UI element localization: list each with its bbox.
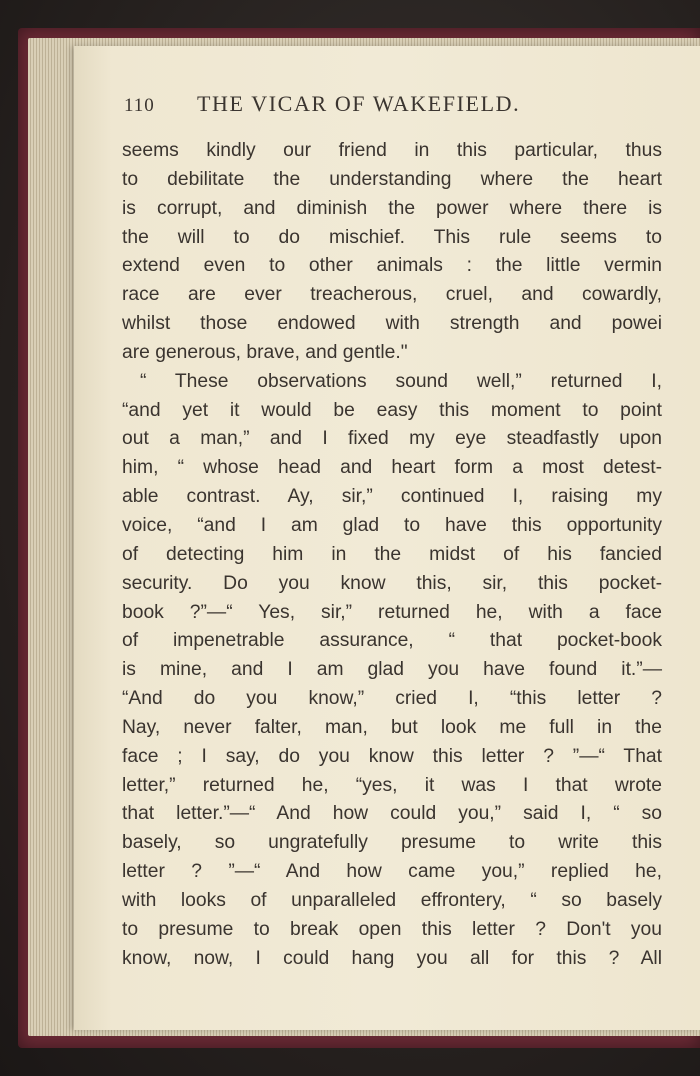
running-title: THE VICAR OF WAKEFIELD. <box>197 91 521 116</box>
body-text <box>122 137 662 973</box>
text-line: of detecting him in the midst of his fancied <box>122 543 662 565</box>
text-line: is corrupt, and diminish the power where there is <box>122 197 662 219</box>
text-line: able contrast. Ay, sir,” continued I, raising my <box>122 486 662 508</box>
text-line: is mine, and I am glad you have found it.”— <box>122 659 662 681</box>
text-line: him, “ whose head and heart form a most detest- <box>122 457 662 479</box>
text-line: “And do you know,” cried I, “this letter ? <box>122 688 662 710</box>
text-line: to presume to break open this letter ? Don't you <box>122 918 662 940</box>
text-line: voice, “and I am glad to have this opportunity <box>122 514 662 536</box>
book-page <box>74 46 700 1030</box>
text-line: race are ever treacherous, cruel, and cowardly, <box>122 284 662 306</box>
text-line: seems kindly our friend in this particular, thus <box>122 140 662 161</box>
text-line: whilst those endowed with strength and powei <box>122 313 662 335</box>
text-line: of impenetrable assurance, “ that pocket-book <box>122 630 662 652</box>
page-number: 110 <box>124 95 155 116</box>
text-line: Nay, never falter, man, but look me full in the <box>122 716 662 738</box>
text-line: “ These observations sound well,” returned I, <box>140 370 662 392</box>
page-header <box>124 91 684 121</box>
text-line: out a man,” and I fixed my eye steadfastly upon <box>122 428 662 450</box>
text-line: extend even to other animals : the little vermin <box>122 255 662 277</box>
text-line: are generous, brave, and gentle." <box>122 341 408 363</box>
text-line: know, now, I could hang you all for this ? All <box>122 947 662 969</box>
text-line: book ?”—“ Yes, sir,” returned he, with a face <box>122 601 662 623</box>
text-line: “and yet it would be easy this moment to point <box>122 399 662 421</box>
text-line: letter,” returned he, “yes, it was I that wrote <box>122 774 662 796</box>
text-line: basely, so ungratefully presume to write this <box>122 832 662 854</box>
text-line: to debilitate the understanding where the heart <box>122 168 662 190</box>
text-line: with looks of unparalleled effrontery, “ so basely <box>122 889 662 911</box>
text-line: letter ? ”—“ And how came you,” replied he, <box>122 861 662 883</box>
text-line: the will to do mischief. This rule seems to <box>122 226 662 248</box>
text-line: face ; I say, do you know this letter ? ”—“ That <box>122 745 662 767</box>
text-line: security. Do you know this, sir, this pocket- <box>122 572 662 594</box>
text-line: that letter.”—“ And how could you,” said I, “ so <box>122 803 662 825</box>
